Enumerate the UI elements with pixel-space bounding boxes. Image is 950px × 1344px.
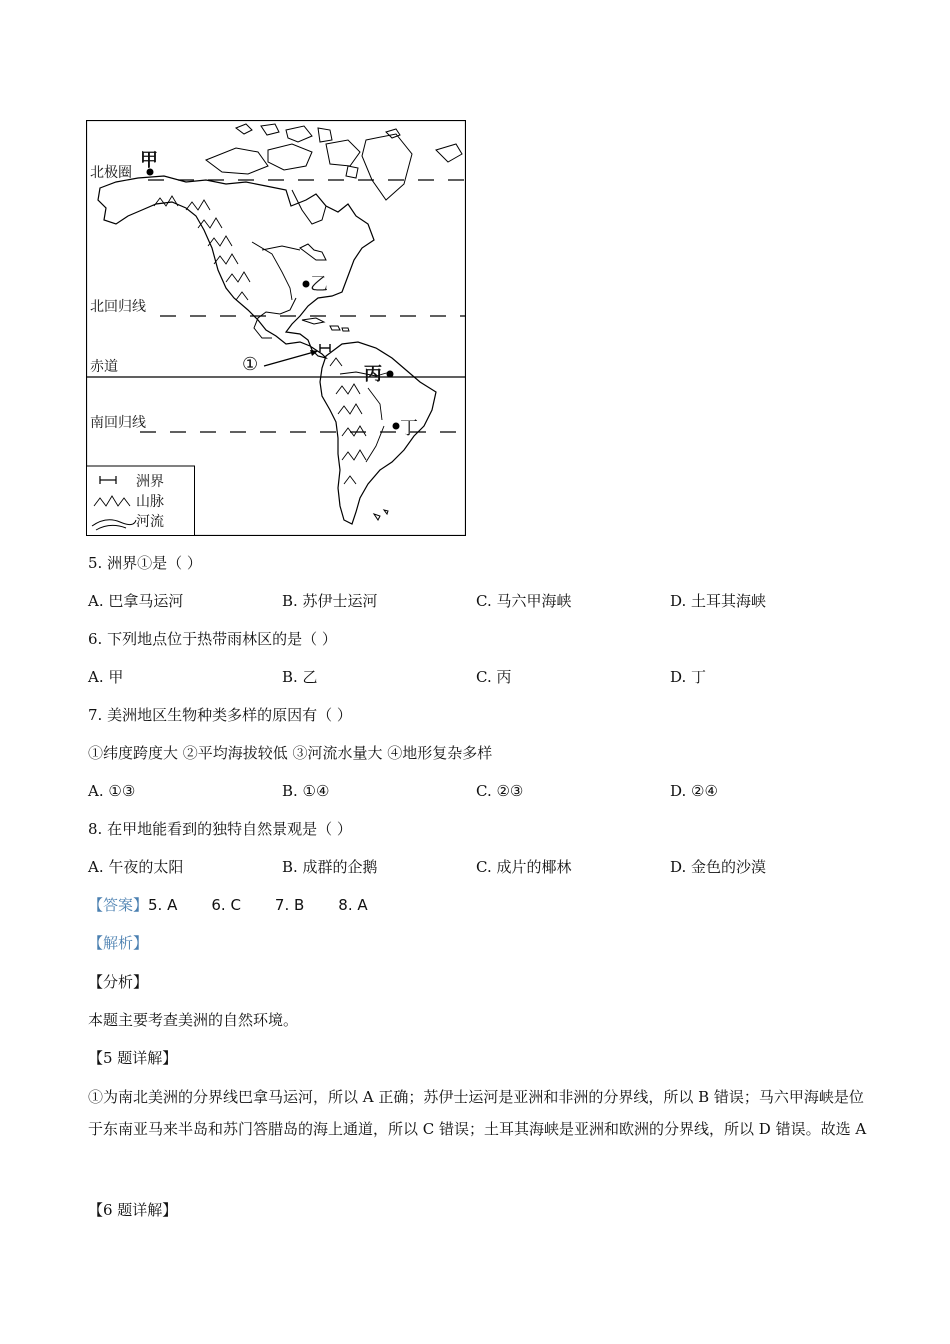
question-7-stem: 7. 美洲地区生物种类多样的原因有（ ） bbox=[88, 706, 352, 724]
legend-mountain: 山脉 bbox=[136, 494, 164, 510]
q7-option-d[interactable]: D. ②④ bbox=[670, 782, 718, 800]
americas-map bbox=[86, 120, 466, 536]
label-tropic-cancer: 北回归线 bbox=[90, 299, 146, 315]
q6-option-d[interactable]: D. 丁 bbox=[670, 668, 707, 686]
legend-boundary: 洲界 bbox=[136, 474, 164, 490]
question-5-stem: 5. 洲界①是（ ） bbox=[88, 554, 202, 572]
q7-option-b[interactable]: B. ①④ bbox=[282, 782, 330, 800]
q7-option-a[interactable]: A. ①③ bbox=[88, 782, 136, 800]
legend-river: 河流 bbox=[136, 514, 164, 530]
answer-8: 8. A bbox=[338, 896, 368, 914]
answer-line bbox=[88, 894, 368, 916]
q8-option-c[interactable]: C. 成片的椰林 bbox=[476, 858, 572, 876]
answer-label: 【答案】 bbox=[88, 896, 149, 914]
answer-6: 6. C bbox=[211, 896, 241, 914]
q7-option-c[interactable]: C. ②③ bbox=[476, 782, 524, 800]
q8-option-a[interactable]: A. 午夜的太阳 bbox=[88, 858, 184, 876]
question-6-stem: 6. 下列地点位于热带雨林区的是（ ） bbox=[88, 630, 337, 648]
point-yi bbox=[303, 281, 310, 288]
q5-option-b[interactable]: B. 苏伊士运河 bbox=[282, 592, 378, 610]
question-7-choices: ①纬度跨度大 ②平均海拔较低 ③河流水量大 ④地形复杂多样 bbox=[88, 744, 493, 762]
analysis-label: 【解析】 bbox=[88, 934, 149, 952]
q5-option-a[interactable]: A. 巴拿马运河 bbox=[88, 592, 184, 610]
detail-5-text: ①为南北美洲的分界线巴拿马运河，所以 A 正确；苏伊士运河是亚洲和非洲的分界线，所以 B 错误；马六甲海峡是位于东南亚马来半岛和苏门答腊岛的海上通道，所以 C 错误；土耳其海峡是亚洲和欧洲的分界线，所以 D 错误。故选 A bbox=[88, 1088, 867, 1138]
q8-option-b[interactable]: B. 成群的企鹅 bbox=[282, 858, 378, 876]
fenxi-text: 本题主要考查美洲的自然环境。 bbox=[88, 1011, 299, 1029]
point-bing bbox=[387, 371, 394, 378]
q8-option-d[interactable]: D. 金色的沙漠 bbox=[670, 858, 767, 876]
label-tropic-capricorn: 南回归线 bbox=[90, 415, 146, 431]
label-bing: 丙 bbox=[364, 364, 382, 385]
label-jia: 甲 bbox=[140, 150, 158, 171]
label-marker-1: ① bbox=[242, 354, 259, 375]
label-arctic-circle: 北极圈 bbox=[90, 165, 132, 181]
q5-option-d[interactable]: D. 土耳其海峡 bbox=[670, 592, 767, 610]
label-yi: 乙 bbox=[310, 274, 328, 295]
point-ding bbox=[393, 423, 400, 430]
q6-option-c[interactable]: C. 丙 bbox=[476, 668, 512, 686]
label-ding: 丁 bbox=[400, 418, 418, 439]
answer-5: 5. A bbox=[148, 896, 178, 914]
q6-option-b[interactable]: B. 乙 bbox=[282, 668, 318, 686]
question-8-stem: 8. 在甲地能看到的独特自然景观是（ ） bbox=[88, 820, 352, 838]
label-equator: 赤道 bbox=[90, 359, 118, 375]
detail-6-label: 【6 题详解】 bbox=[88, 1201, 178, 1219]
q5-option-c[interactable]: C. 马六甲海峡 bbox=[476, 592, 572, 610]
detail-5-label: 【5 题详解】 bbox=[88, 1049, 178, 1067]
fenxi-label: 【分析】 bbox=[88, 973, 149, 991]
q6-option-a[interactable]: A. 甲 bbox=[88, 668, 124, 686]
answer-7: 7. B bbox=[274, 896, 305, 914]
